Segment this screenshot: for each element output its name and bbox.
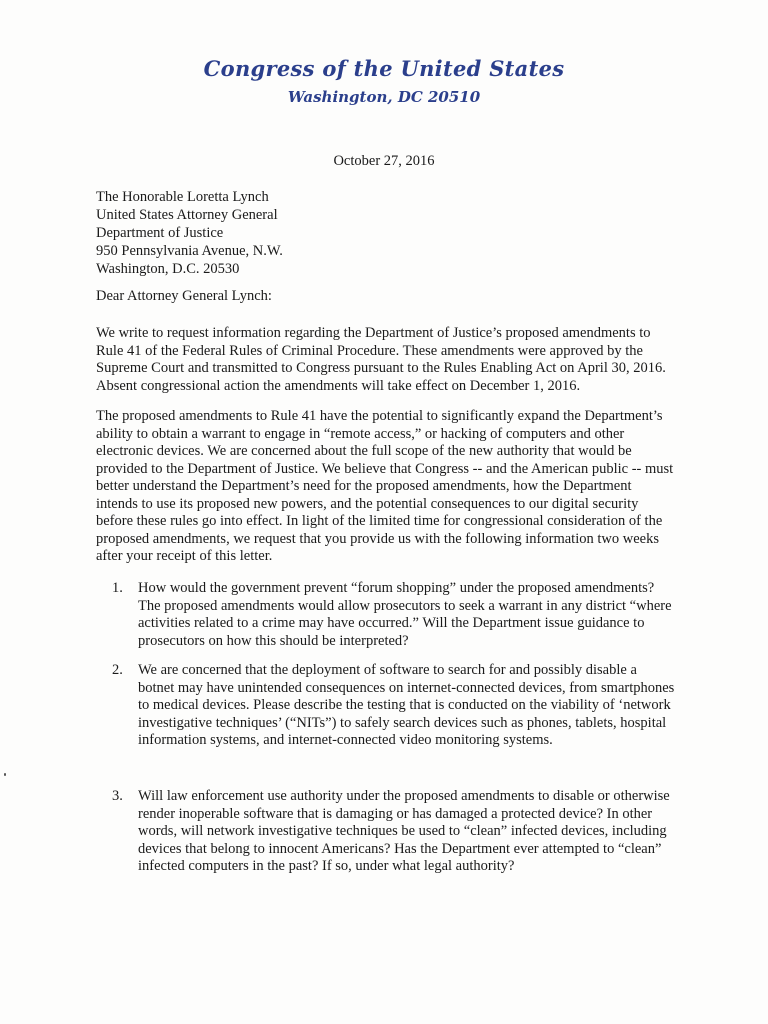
list-item — [112, 662, 676, 750]
recipient-title: United States Attorney General — [96, 207, 278, 223]
letterhead-title: Congress of the United States — [203, 56, 565, 81]
recipient-address — [96, 188, 283, 278]
list-item — [112, 788, 676, 876]
letterhead — [0, 56, 768, 106]
body-paragraph: We write to request information regarding the Department of Justice’s proposed amendments to Rule 41 of the Federal Rules of Criminal Procedure. These amendments were approved by the Supreme Court and transmitted to Congress pursuant to the Rules Enabling Act on April 30, 2016. Absent congressional action the amendments will take effect on December 1, 2016. — [96, 325, 666, 394]
list-text: We are concerned that the deployment of software to search for and possibly disable a botnet may have unintended consequences on internet-connected devices, from smartphones to medical devices. Please describe the testing that is conducted on the viability of ‘network investigative techniques’ (“NITs”) to safely search devices such as phones, tablets, hospital information systems, and internet-connected video monitoring systems. — [138, 662, 675, 748]
body-paragraph: The proposed amendments to Rule 41 have the potential to significantly expand the Department’s ability to obtain a warrant to engage in “remote access,” or hacking of computers and other electronic devices. We are concerned about the full scope of the new authority that would be provided to the Department of Justice. We believe that Congress -- and the American public -- must better understand the Department’s need for the proposed amendments, how the Department intends to use its proposed new powers, and the potential consequences to our digital security before these rules go into effect. In light of the limited time for congressional consideration of the proposed amendments, we request that you provide us with the following information two weeks after your receipt of this letter. — [96, 408, 674, 564]
recipient-street: 950 Pennsylvania Avenue, N.W. — [96, 243, 283, 259]
salutation: Dear Attorney General Lynch: — [96, 288, 272, 304]
list-number: 1. — [112, 580, 123, 596]
recipient-city: Washington, D.C. 20530 — [96, 261, 240, 277]
list-text: How would the government prevent “forum shopping” under the proposed amendments? The proposed amendments would allow prosecutors to seek a warrant in any district “where activities related to a crime may have occurred.” Will the Department issue guidance to prosecutors on how this should be interpreted? — [138, 580, 672, 649]
list-number: 3. — [112, 788, 123, 804]
letterhead-address: Washington, DC 20510 — [287, 88, 481, 106]
recipient-department: Department of Justice — [96, 225, 224, 241]
recipient-name: The Honorable Loretta Lynch — [96, 189, 269, 205]
list-item — [112, 580, 676, 650]
list-number: 2. — [112, 662, 123, 678]
list-text: Will law enforcement use authority under the proposed amendments to disable or otherwise render inoperable software that is damaging or has damaged a protected device? In other words, will network investigative techniques be used to “clean” infected devices, including devices that belong to innocent Americans? Has the Department ever attempted to “clean” infected computers in the past? If so, under what legal authority? — [138, 788, 670, 874]
letter-date: October 27, 2016 — [333, 153, 435, 169]
scan-speck — [4, 773, 6, 776]
